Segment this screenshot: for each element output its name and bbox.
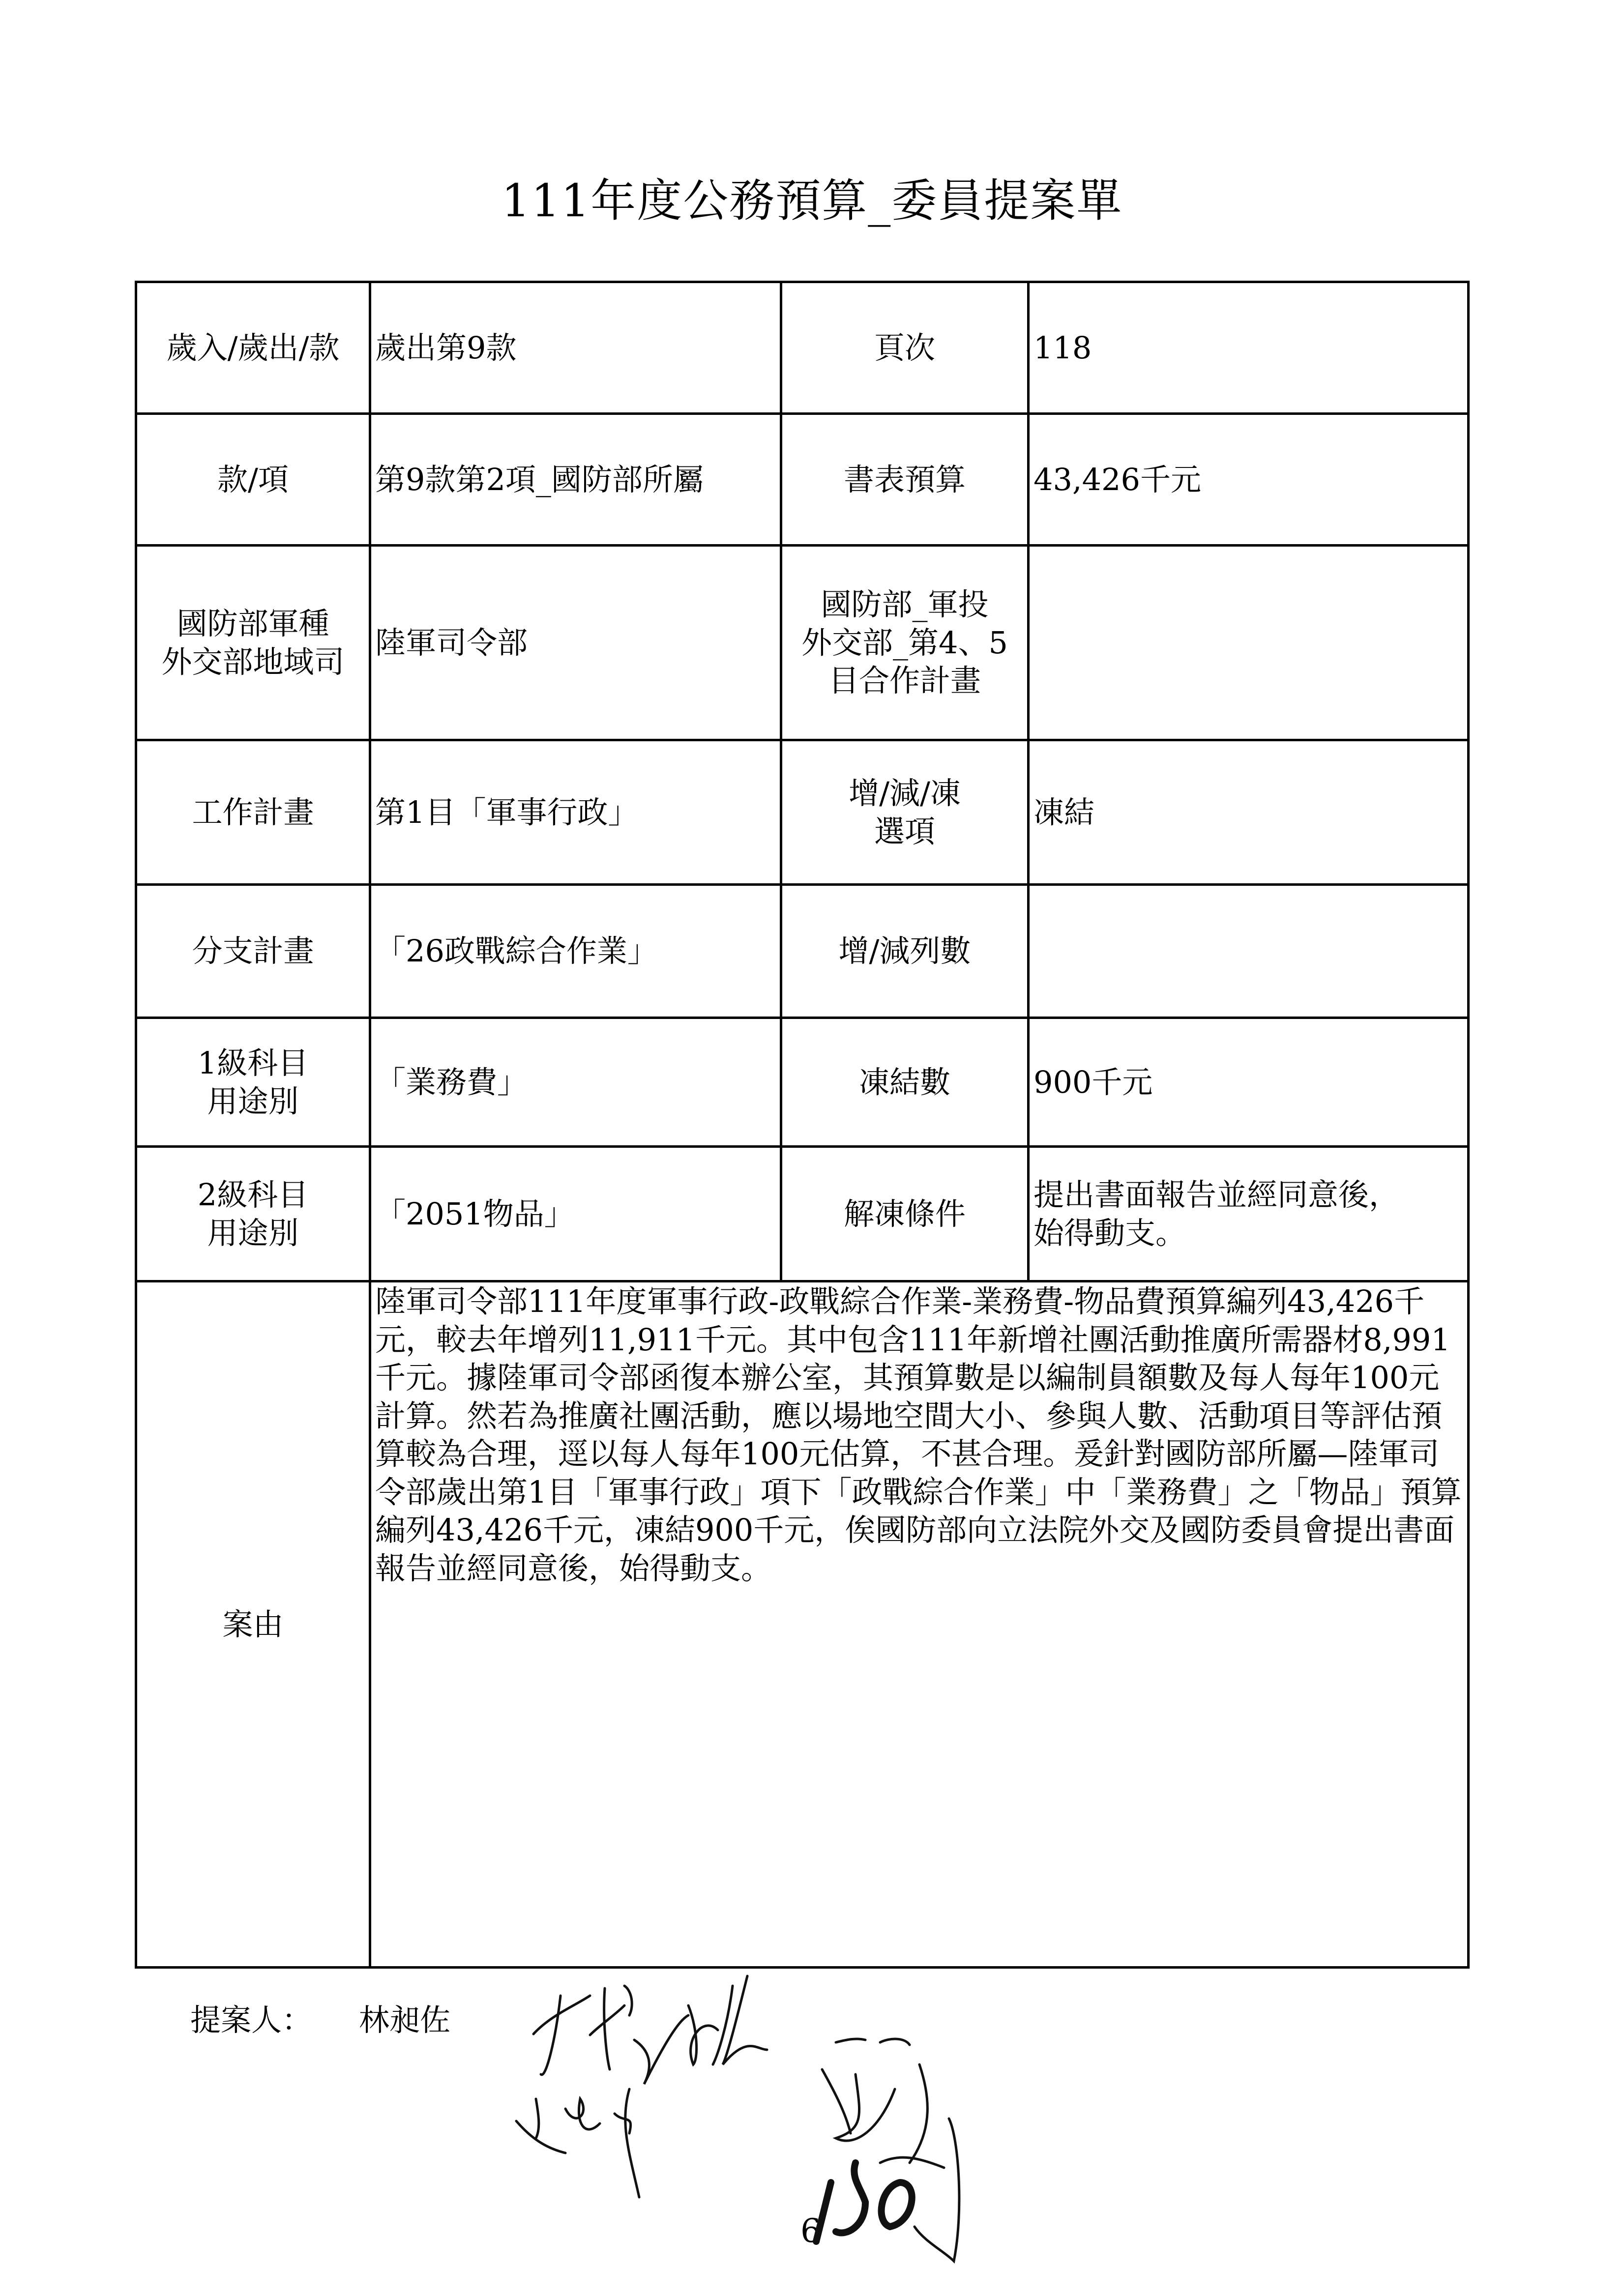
row-label: 2級科目 用途別 [136, 1147, 370, 1281]
row-value: 第1目「軍事行政」 [370, 740, 781, 885]
handwritten-number-130 [816, 2163, 912, 2241]
page-number: 6 [800, 2212, 821, 2250]
row-label: 書表預算 [781, 414, 1029, 546]
row-label: 增/減列數 [781, 885, 1029, 1018]
row-label: 解凍條件 [781, 1147, 1029, 1281]
row-value: 43,426千元 [1029, 414, 1469, 546]
reason-text: 陸軍司令部111年度軍事行政-政戰綜合作業-業務費-物品費預算編列43,426千元，較去年增列11,911千元。其中包含111年新增社團活動推廣所需器材8,991千元。據陸軍司令部函復本辦公室，其預算數是以編制員額數及每人每年100元計算。然若為推廣社團活動，應以場地空間大小、參與人數、活動項目等評估預算較為合理，逕以每人每年100元估算，不甚合理。爰針對國防部所屬—陸軍司令部歲出第1目「軍事行政」項下「政戰綜合作業」中「業務費」之「物品」預算編列43,426千元，凍結900千元，俟國防部向立法院外交及國防委員會提出書面報告並經同意後，始得動支。 [370, 1281, 1469, 1968]
row-value: 第9款第2項_國防部所屬 [370, 414, 781, 546]
reason-label: 案由 [136, 1281, 370, 1968]
signature-lin [533, 1976, 910, 2084]
row-value: 「26政戰綜合作業」 [370, 885, 781, 1018]
row-value: 「業務費」 [370, 1018, 781, 1147]
row-label: 分支計畫 [136, 885, 370, 1018]
page-title: 111年度公務預算_委員提案單 [501, 174, 1123, 227]
row-label: 增/減/凍 選項 [781, 740, 1029, 885]
row-label: 凍結數 [781, 1018, 1029, 1147]
row-label: 國防部軍種 外交部地域司 [136, 546, 370, 740]
row-label: 歲入/歲出/款 [136, 282, 370, 414]
row-value: 「2051物品」 [370, 1147, 781, 1281]
signature-second [516, 2089, 639, 2197]
row-label: 1級科目 用途別 [136, 1018, 370, 1147]
row-label: 款/項 [136, 414, 370, 546]
row-value: 歲出第9款 [370, 282, 781, 414]
row-value: 凍結 [1029, 740, 1469, 885]
row-label: 國防部_軍投 外交部_第4、5 目合作計畫 [781, 546, 1029, 740]
row-label: 工作計畫 [136, 740, 370, 885]
row-value: 900千元 [1029, 1018, 1469, 1147]
row-value: 提出書面報告並經同意後， 始得動支。 [1029, 1147, 1469, 1281]
row-label: 頁次 [781, 282, 1029, 414]
proposer-name: 林昶佐 [359, 2002, 451, 2038]
row-value: 118 [1029, 282, 1469, 414]
proposer-label: 提案人： [190, 2002, 313, 2038]
row-value: 陸軍司令部 [370, 546, 781, 740]
